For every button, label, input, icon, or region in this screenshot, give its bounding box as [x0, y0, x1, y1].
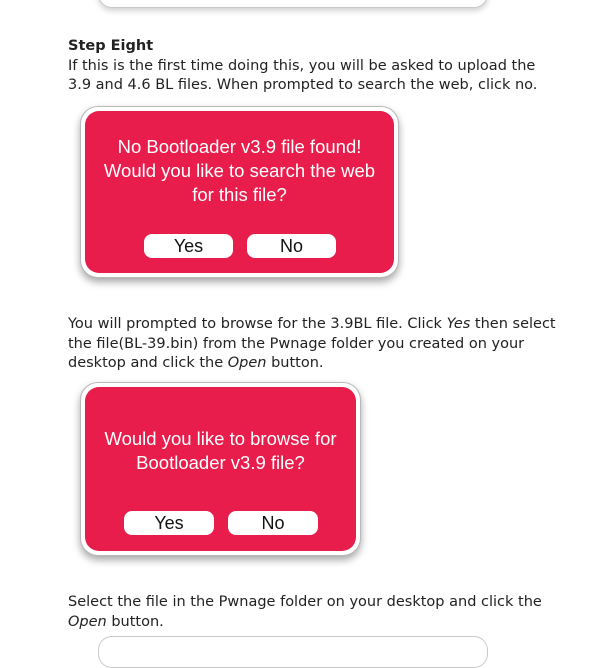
dialog-message-line-1: Would you like to browse for	[104, 428, 337, 449]
dialog-message-line-1: No Bootloader v3.9 file found!	[117, 136, 362, 157]
yes-button-label: Yes	[154, 513, 184, 533]
search-web-dialog-body	[85, 111, 394, 273]
yes-button[interactable]	[144, 234, 233, 258]
browse-line-2: the file(BL-39.bin) from the Pwnage folder you created on your	[68, 335, 525, 352]
search-web-dialog	[80, 106, 399, 278]
dialog-message-line-2: Would you like to search the web	[103, 160, 376, 181]
browse-line-3	[68, 354, 568, 374]
intro-line-2: 3.9 and 4.6 BL files. When prompted to search the web, click no.	[68, 77, 538, 93]
step-title: Step Eight	[68, 38, 154, 54]
browse-line-3-text-b: button.	[266, 355, 324, 371]
select-line-2-text-b: button.	[106, 613, 164, 630]
browse-file-dialog-body	[85, 387, 356, 551]
open-emphasis: Open	[227, 355, 267, 371]
browse-line-3-text-a: desktop and click the	[68, 355, 228, 371]
step-eight-section	[68, 37, 568, 96]
select-instructions	[68, 593, 568, 632]
browse-file-dialog	[80, 382, 361, 556]
dialog-message-line-2: Bootloader v3.9 file?	[136, 452, 305, 473]
yes-button-label: Yes	[173, 236, 204, 256]
search-web-dialog-message	[85, 135, 394, 207]
no-button-label: No	[279, 236, 303, 256]
select-line-1: Select the file in the Pwnage folder on your desktop and click the	[68, 594, 542, 610]
intro-line-1: If this is the first time doing this, you will be asked to upload the	[68, 57, 536, 74]
browse-line-1-text-a: You will prompted to browse for the 3.9BL file. Click	[68, 316, 447, 332]
no-button[interactable]	[228, 511, 318, 535]
select-line-2	[68, 613, 568, 633]
browse-line-1-text-b: then select	[470, 316, 556, 332]
dialog-message-line-3: for this file?	[192, 184, 287, 205]
no-button[interactable]	[247, 234, 336, 258]
browse-file-dialog-message	[85, 427, 356, 475]
browse-line-1	[68, 315, 568, 335]
yes-emphasis: Yes	[446, 316, 471, 332]
yes-button[interactable]	[124, 511, 214, 535]
previous-dialog-frame	[98, 0, 488, 8]
open-emphasis: Open	[68, 613, 107, 630]
browse-instructions	[68, 315, 568, 374]
next-dialog-frame	[98, 636, 488, 668]
no-button-label: No	[261, 513, 285, 533]
